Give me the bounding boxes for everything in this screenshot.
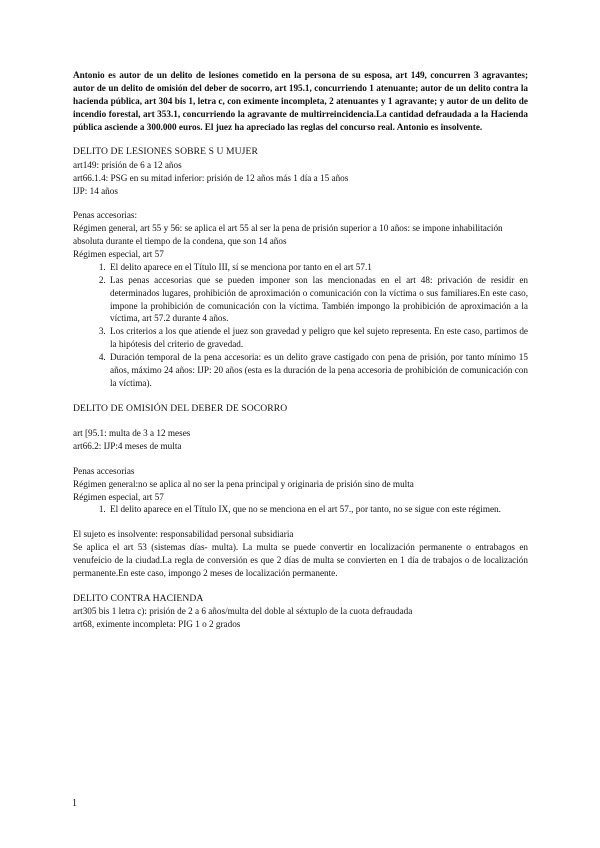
regimen-general: Régimen general:no se aplica al no ser la pena principal y originaria de prisión sino de multa [73, 478, 414, 489]
section-heading-lesiones: DELITO DE LESIONES SOBRE S U MUJER [73, 146, 258, 158]
regimen-general: Régimen general, art 55 y 56: se aplica el art 55 al ser la pena de prisión superior a 10 años: se impone inhabilitación absoluta durante el tiempo de la condena, que son 14 años [73, 223, 503, 247]
accesorias-title: Penas accesorias [73, 465, 135, 476]
text-line: art66.2: IJP:4 meses de multa [73, 440, 182, 451]
text-line: art [95.1: multa de 3 a 12 meses [73, 428, 191, 439]
text-line: art68, eximente incompleta: PIG 1 o 2 grados [73, 619, 241, 630]
text-line: art305 bis 1 letra c): prisión de 2 a 6 años/multa del doble al séxtuplo de la cuota defraudada [73, 606, 413, 617]
accesorias-title: Penas accesorias: [73, 210, 138, 221]
document-page [73, 69, 528, 631]
list-item: 3. Los criterios a los que atiende el juez son gravedad y peligro que kel sujeto representa. En este caso, partimos de la hipótesis del criterio de gravedad. [108, 325, 528, 351]
numbered-list [73, 503, 528, 516]
text-line: art149: prisión de 6 a 12 años [73, 159, 182, 170]
list-item: 4. Duración temporal de la pena accesoria: es un delito grave castigado con pena de prisión, por tanto mínimo 15 años, máximo 24 años: IJP: 20 años (esta es la duración de la pena accesoria de prohibición de comunicación con la víctima). [108, 351, 528, 390]
list-item: 2. Las penas accesorias que se pueden imponer son las mencionadas en el art 48: privación de residir en determinados lugares, prohibición de aproximación o comunicación con la víctima o sus familiares.En este caso, impone la prohibición de comunicación con la víctima. También impongo la prohibición de aproximación a la víctima, art 57.2 durante 4 años. [108, 274, 528, 326]
regimen-especial: Régimen especial, art 57 [73, 491, 164, 502]
numbered-list [73, 261, 528, 390]
list-item: 1. El delito aparece en el Título III, sí se menciona por tanto en el art 57.1 [108, 261, 528, 274]
insolvente-title: El sujeto es insolvente: responsabilidad personal subsidiaria [73, 529, 294, 540]
list-item: 1. El delito aparece en el Título IX, que no se menciona en el art 57., por tanto, no se sigue con este régimen. [108, 503, 528, 516]
insolvente-text: Se aplica el art 53 (sistemas días- multa). La multa se puede convertir en localización permanente o entrabagos en venufeicio de la ciudad.La regla de conversión es que 2 días de multa se convierten en 1 día de trabajos o de localización permanente.En este caso, impongo 2 meses de localización permanente. [73, 542, 528, 578]
section-heading-hacienda: DELITO CONTRA HACIENDA [73, 592, 204, 604]
page-number: 1 [72, 798, 77, 809]
case-statement: Antonio es autor de un delito de lesiones cometido en la persona de su esposa, art 149, concurren 3 agravantes; autor de un delito de omisión del deber de socorro, art 195.1, concurriendo 1 atenuante; autor de un delito contra la hacienda pública, art 304 bis 1, letra c, con eximente incompleta, 2 atenuantes y 1 agravante; y autor de un delito de incendio forestal, art 353.1, concurriendo la agravante de multirreincidencia.La cantidad defraudada a la Hacienda pública asciende a 300.000 euros. El juez ha apreciado las reglas del concurso real. Antonio es insolvente. [73, 70, 528, 132]
text-line: IJP: 14 años [73, 185, 118, 196]
section-heading-omision: DELITO DE OMISIÓN DEL DEBER DE SOCORRO [73, 402, 288, 414]
regimen-especial: Régimen especial, art 57 [73, 249, 164, 260]
text-line: art66.1.4: PSG en su mitad inferior: prisión de 12 años más 1 día a 15 años [73, 172, 349, 183]
